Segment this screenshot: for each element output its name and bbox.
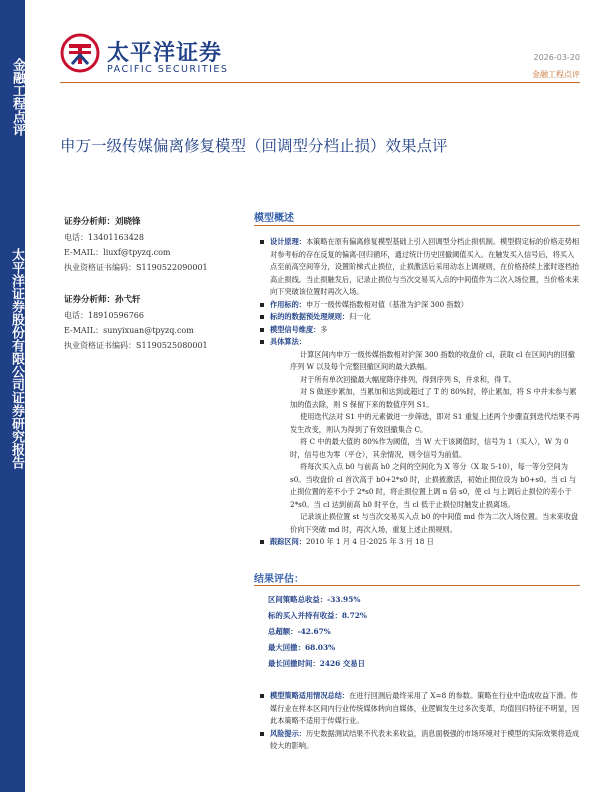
report-type-label: 金融工程点评 xyxy=(532,70,580,79)
algorithm-step: 记录该止损位置 st 与当次交易买入点 b0 的中间值 md 作为二次入场位置。当未来收盘价向下突破 md 时，再次入场，重复上述止损规则。 xyxy=(290,512,579,534)
result-buy-hold-return: 标的买入并持有收益：8.72% xyxy=(268,611,367,620)
result-total-return: 区间策略总收益：-33.95% xyxy=(268,595,361,604)
brand-name-cn: 太平洋证券 xyxy=(107,41,223,66)
results-list xyxy=(268,592,367,672)
algorithm-step: 将每次买入点 b0 与前高 h0 之间的空间化为 X 等分（X 取 5-10），每一等分空间为 s0。当收盘价 cl 首次高于 b0+2*s0 时，止损被激活，初始止损位设为 b0+s0。当 cl 与止损位置的差不小于 2*s0 时，将止损位置上调 n 倍 s0，使 cl 与上调后止损位的差小于 2*s0。当 cl 达到前高 h0 时平仓，当 cl 低于止损位时触发止损离场。 xyxy=(290,462,577,509)
notes-body xyxy=(248,690,580,753)
brand-name-en: PACIFIC SECURITIES xyxy=(107,64,229,75)
analyst-panel xyxy=(64,215,239,353)
analyst-phone: 电话：18910596766 xyxy=(64,311,144,320)
algorithm-step: 对于所有单次回撤最大幅度降序排列，得到序列 S，并求和，得 T。 xyxy=(300,374,516,384)
pacific-securities-logo-icon xyxy=(60,33,100,73)
analyst-email: E-MAIL：sunyixuan@tpyzq.com xyxy=(64,326,194,335)
analyst-phone: 电话：13401163428 xyxy=(64,233,144,242)
algorithm-step: 对 S 做逐步累加，当累加和达到或超过了 T 的 80%时，停止累加，将 S 中并未参与累加的值去除，则 S 保留下来的数值序列 S1。 xyxy=(290,387,577,409)
analyst-email: E-MAIL：liuxf@tpyzq.com xyxy=(64,248,171,257)
sidebar-report-type: 金融工程点评 xyxy=(10,58,25,136)
preprocess-rule: 标的的数据预处理规则：归一化 xyxy=(248,311,580,324)
header-divider xyxy=(60,82,580,83)
sidebar-company-label: 太平洋证券股份有限公司证券研究报告 xyxy=(9,248,24,469)
result-max-drawdown: 最大回撤：68.03% xyxy=(268,643,336,652)
analyst-block xyxy=(64,293,239,353)
analyst-license: 执业资格证书编码：S1190522090001 xyxy=(64,263,208,272)
algorithm-step: 计算区间内申万一级传媒指数相对沪深 300 指数的收盘价 cl，获取 cl 在区间内的回撤序列 W 以及每个完整回撤区间的最大跌幅。 xyxy=(290,349,575,371)
signal-dimension: 模型信号维度：多 xyxy=(248,324,580,337)
report-title: 申万一级传媒偏离修复模型（回调型分档止损）效果点评 xyxy=(60,137,448,155)
results-heading: 结果评估： xyxy=(254,574,304,585)
algorithm-step: 将 C 中的最大值的 80%作为阈值，当 W 大于该阈值时，信号为 1（买入），W 为 0 时，信号也为零（平仓），其余情况，则令信号为前值。 xyxy=(290,437,569,459)
analyst-block xyxy=(64,215,239,275)
result-excess-return: 总超额：-42.67% xyxy=(268,627,331,636)
algorithm-step: 使用迭代法对 S1 中的元素做进一步筛选，即对 S1 重复上述两个步骤直到迭代结果不再发生改变，则认为得到了有效回撤集合 C。 xyxy=(290,412,580,434)
analyst-license: 执业资格证书编码：S1190525080001 xyxy=(64,341,208,350)
target-instrument: 作用标的：申万一级传媒指数相对值（基准为沪深 300 指数） xyxy=(248,299,580,312)
tracking-period: 跟踪区间：2010 年 1 月 4 日-2025 年 3 月 18 日 xyxy=(248,536,580,549)
report-date: 2026-03-20 xyxy=(533,53,580,62)
overview-heading: 模型概述 xyxy=(254,213,294,224)
algorithm-label: 具体算法： xyxy=(248,336,580,349)
overview-body xyxy=(248,236,580,549)
design-principle: 设计原理：本策略在原有偏离修复模型基础上引入回调型分档止损机制。模型假定标的价格走势相对参考标的存在反复的偏离-回归循环，通过统计历史回撤阈值买入。在触发买入信号后，将买入点至前高空间等分，设置阶梯式止损位，止损激活后采用动态上调规则，在价格持续上涨时逐档抬高止损线。当止损触发后，记录止损位与当次交易买入点的中间值作为二次入场位置，当价格未来向下突破该位置时再次入场。 xyxy=(248,236,580,299)
overview-divider xyxy=(254,225,580,226)
applicability-summary: 模型策略适用情况总结：在进行回测后最终采用了 X=8 的参数。策略在行业中造成收益下滑。传媒行业在样本区间内行业传统媒体转向自媒体，业逻辑发生过多次变革，均值回归特征不明显，因此本策略不适用于传媒行业。 xyxy=(248,690,580,728)
results-divider xyxy=(254,585,580,586)
analyst-name: 证券分析师：刘晓锋 xyxy=(64,217,141,227)
analyst-name: 证券分析师：孙弋轩 xyxy=(64,295,141,305)
left-sidebar xyxy=(0,0,25,792)
risk-warning: 风险提示：历史数据测试结果不代表未来收益，消息面极强的市场环境对于模型的实际效果将造成较大的影响。 xyxy=(248,728,580,753)
result-longest-drawdown: 最长回撤时间：2426 交易日 xyxy=(268,659,366,668)
